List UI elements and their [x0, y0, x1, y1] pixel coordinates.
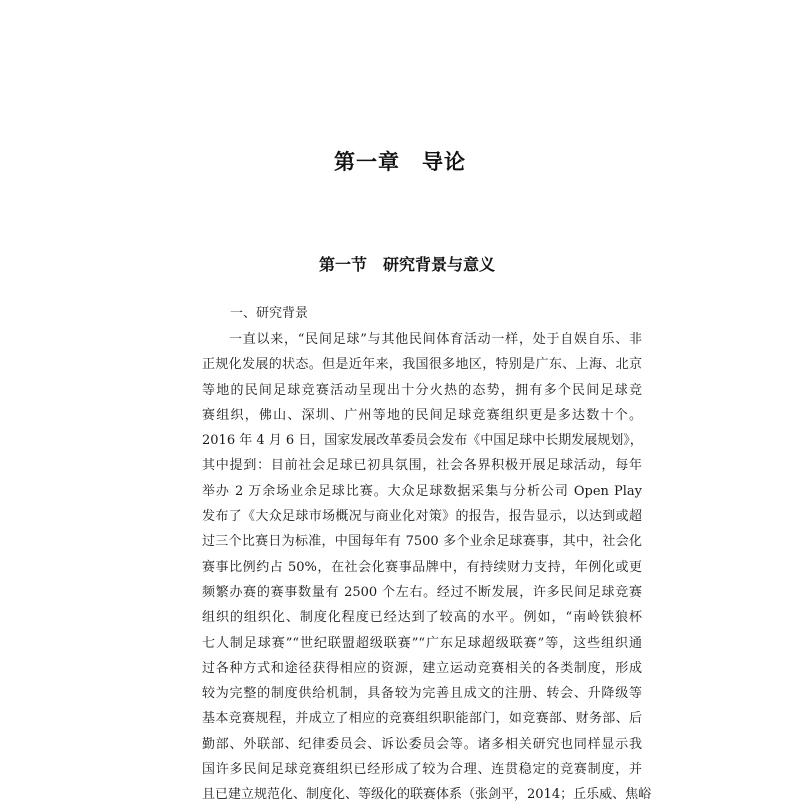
paragraph-line: 等地的民间足球竞赛活动呈现出十分火热的态势，拥有多个民间足球竞	[202, 382, 642, 398]
section-title: 第一节 研究背景与意义	[318, 255, 495, 274]
paragraph-line: 七人制足球赛”“世纪联盟超级联赛”“广东足球超级联赛”等，这些组织通	[202, 635, 642, 651]
subsection-heading: 一、研究背景	[230, 306, 309, 321]
paragraph-line: 赛组织，佛山、深圳、广州等地的民间足球竞赛组织更是多达数十个。	[202, 407, 642, 423]
paragraph-line: 频繁办赛的赛事数量有 2500 个左右。经过不断发展，许多民间足球竞赛	[202, 584, 642, 600]
paragraph-line: 过各种方式和途径获得相应的资源，建立运动竞赛相关的各类制度，形成	[202, 660, 642, 676]
paragraph-line: 国许多民间足球竞赛组织已经形成了较为合理、连贯稳定的竞赛制度，并	[202, 762, 642, 778]
paragraph-line: 组织的组织化、制度化程度已经达到了较高的水平。例如，“南岭铁狼杯	[202, 610, 642, 626]
paragraph-line: 发布了《大众足球市场概况与商业化对策》的报告，报告显示，以达到或超	[202, 509, 642, 525]
paragraph-line: 其中提到：目前社会足球已初具氛围，社会各界积极开展足球活动，每年	[202, 458, 642, 474]
paragraph-line: 过三个比赛日为标准，中国每年有 7500 多个业余足球赛事，其中，社会化	[202, 534, 642, 550]
paragraph-line: 2016 年 4 月 6 日，国家发展改革委员会发布《中国足球中长期发展规划》，	[202, 433, 643, 449]
paragraph-line: 正规化发展的状态。但是近年来，我国很多地区，特别是广东、上海、北京	[202, 357, 642, 373]
paragraph-line: 勤部、外联部、纪律委员会、诉讼委员会等。诸多相关研究也同样显示我	[202, 736, 642, 752]
paragraph-line: 基本竞赛规程，并成立了相应的竞赛组织职能部门，如竞赛部、财务部、后	[202, 711, 642, 727]
paragraph-line: 举办 2 万余场业余足球比赛。大众足球数据采集与分析公司 Open Play	[202, 483, 642, 499]
body-paragraph	[202, 327, 652, 808]
paragraph-line: 较为完整的制度供给机制，具备较为完善且成文的注册、转会、升降级等	[202, 686, 642, 702]
paragraph-line: 一直以来，“民间足球”与其他民间体育活动一样，处于自娱自乐、非	[229, 332, 642, 347]
paragraph-line: 赛事比例约占 50%，在社会化赛事品牌中，有持续财力支持，年例化或更	[202, 559, 642, 575]
chapter-title: 第一章 导论	[334, 150, 466, 174]
paragraph-line: 且已建立规范化、制度化、等级化的联赛体系（张剑平，2014；丘乐威、焦峪	[202, 787, 652, 803]
